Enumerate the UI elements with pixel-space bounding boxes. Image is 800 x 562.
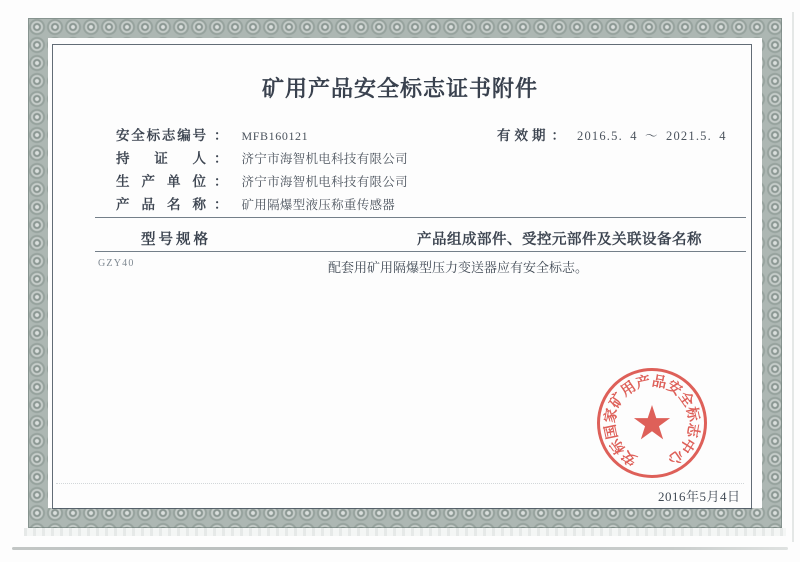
product-name-label: 产 品 名 称: [116, 197, 206, 212]
field-row-product-name: [116, 193, 395, 213]
svg-text:品: 品: [650, 373, 668, 392]
svg-text:标: 标: [607, 435, 629, 457]
colon: ：: [214, 151, 228, 166]
svg-text:产: 产: [634, 373, 653, 393]
svg-text:中: 中: [675, 434, 698, 456]
svg-text:心: 心: [664, 445, 687, 468]
table-row-components-value: 配套用矿用隔爆型压力变送器应有安全标志。: [328, 260, 589, 275]
svg-text:标: 标: [682, 405, 702, 424]
table-row-model-value: GZY40: [98, 258, 135, 269]
star-icon: [634, 405, 670, 439]
official-seal: [582, 353, 722, 493]
svg-text:矿: 矿: [606, 390, 629, 412]
producer-label: 生 产 单 位: [116, 174, 206, 189]
svg-text:用: 用: [618, 378, 640, 400]
colon: ：: [214, 174, 228, 189]
producer-value: 济宁市海智机电科技有限公司: [241, 175, 408, 189]
model-column-header: 型号规格: [141, 232, 211, 248]
svg-text:家: 家: [602, 407, 621, 425]
scan-shadow-bottom: [12, 547, 788, 550]
certificate-title: 矿用产品安全标志证书附件: [261, 76, 538, 101]
validity-label: 有效期: [497, 128, 550, 143]
issue-date: 2016年5月4日: [658, 489, 741, 504]
validity-value: 2016.5. 4 ～ 2021.5. 4: [577, 129, 727, 143]
field-row-validity: [497, 124, 727, 144]
table-rule-top: [95, 217, 746, 218]
safety-mark-number-label: 安全标志编号: [116, 128, 206, 143]
official-seal-graphic: [582, 353, 722, 493]
border-fade-edge: [24, 528, 786, 536]
certificate-holder-label: 持 证 人: [116, 151, 206, 166]
svg-text:安: 安: [663, 377, 685, 400]
components-column-header: 产品组成部件、受控元部件及关联设备名称: [417, 232, 702, 248]
field-row-certificate-holder: [116, 147, 408, 167]
product-name-value: 矿用隔爆型液压称重传感器: [241, 198, 396, 212]
field-row-safety-mark-number: [116, 124, 308, 144]
svg-text:志: 志: [683, 421, 702, 439]
certificate-holder-value: 济宁市海智机电科技有限公司: [241, 152, 408, 166]
colon: ：: [214, 128, 228, 143]
field-row-producer: [116, 170, 408, 190]
svg-text:全: 全: [674, 389, 697, 411]
svg-text:安: 安: [619, 446, 641, 469]
safety-mark-number-value: MFB160121: [241, 129, 309, 143]
colon: ：: [551, 128, 565, 143]
table-rule-bottom: [95, 251, 746, 252]
svg-text:国: 国: [602, 422, 622, 441]
colon: ：: [214, 197, 228, 212]
